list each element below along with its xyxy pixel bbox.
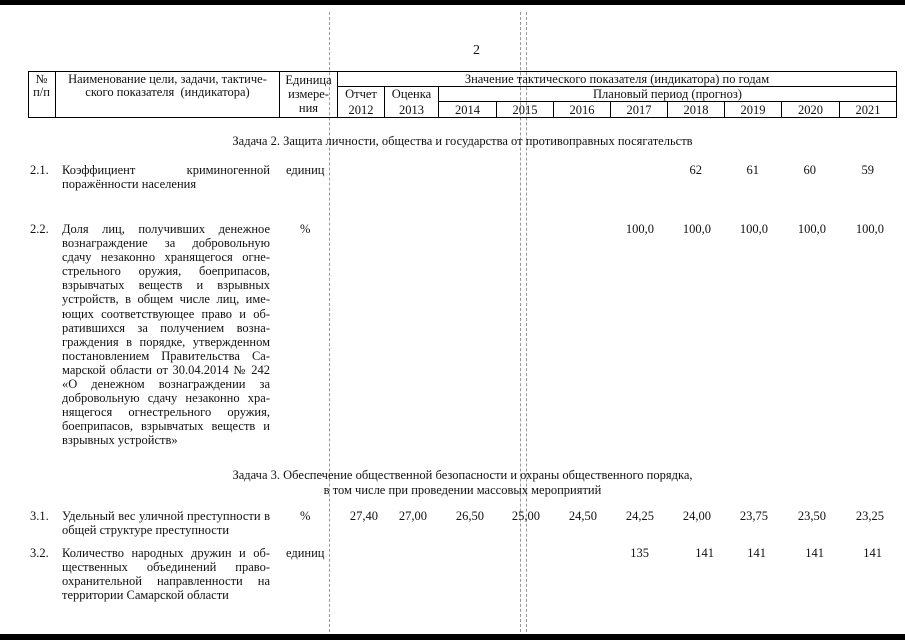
row-number: 3.1.	[30, 509, 49, 523]
year-2014: 2014	[455, 103, 480, 117]
value-2018: 100,0	[682, 222, 711, 236]
row-number: 3.2.	[30, 546, 49, 560]
year-2015: 2015	[512, 103, 538, 117]
year-2016: 2016	[569, 103, 595, 117]
value-2017: 24,25	[625, 509, 654, 523]
value-2014: 26,50	[455, 509, 484, 523]
unit-of-measure: единиц	[286, 163, 325, 177]
header-estimate: Оценка	[391, 87, 432, 101]
page-number: 2	[473, 43, 480, 58]
value-2020: 141	[805, 546, 824, 560]
value-2020: 60	[803, 163, 816, 177]
header-unit: Единица измере- ния	[285, 73, 332, 115]
row-number: 2.2.	[30, 222, 49, 236]
value-2019: 141	[747, 546, 766, 560]
year-2018: 2018	[683, 103, 709, 117]
task-3-title: Задача 3. Обеспечение общественной безопасности и охраны общественного порядка, в том числе при проведении массовых мероприятий	[232, 468, 693, 497]
value-2013: 27,00	[398, 509, 427, 523]
value-2020: 23,50	[797, 509, 826, 523]
value-2021: 141	[863, 546, 882, 560]
value-2016: 24,50	[568, 509, 597, 523]
value-2018: 62	[689, 163, 702, 177]
year-2017: 2017	[626, 103, 652, 117]
value-2018: 141	[695, 546, 714, 560]
value-2017: 100,0	[625, 222, 654, 236]
header-number: № п/п	[33, 72, 50, 99]
year-2013: 2013	[399, 103, 424, 117]
value-2021: 23,25	[855, 509, 884, 523]
indicator-name: Доля лиц, получивших денежное вознаграждение за добровольную сдачу незаконно хранящегося огне-стрельного оружия, боеприпасов, взрывчатых веществ и взрывных устройств, в общем числе лиц, име-ющих соответствующее право и об-ратившихся за получением возна-граждения в порядке, утвержденном постановлением Правительства Са-марской области от 30.04.2014 № 242 «О денежном вознаграждении за добровольную сдачу незаконно хра-нящегося огнестрельного оружия, боеприпасов, взрывчатых веществ и взрывных устройств»	[62, 222, 270, 448]
unit-of-measure: %	[300, 222, 311, 236]
value-2019: 23,75	[739, 509, 768, 523]
top-border	[0, 0, 905, 5]
value-2019: 100,0	[739, 222, 768, 236]
value-2021: 59	[861, 163, 874, 177]
header-plan-period: Плановый период (прогноз)	[593, 87, 742, 101]
year-2012: 2012	[348, 103, 374, 117]
year-2020: 2020	[798, 103, 823, 117]
unit-of-measure: %	[300, 509, 311, 523]
bottom-border	[0, 634, 905, 640]
value-2017: 135	[630, 546, 649, 560]
value-2015: 25,00	[511, 509, 540, 523]
task-2-title: Задача 2. Защита личности, общества и государства от противоправных посягательств	[232, 134, 693, 148]
value-2019: 61	[746, 163, 759, 177]
header-group-title: Значение тактического показателя (индикатора) по годам	[464, 72, 770, 86]
unit-of-measure: единиц	[286, 546, 325, 560]
header-report: Отчет	[345, 87, 377, 101]
value-2012: 27,40	[349, 509, 378, 523]
indicator-name: Количество народных дружин и об-щественных объединений право-охранительной направленности на территории Самарской области	[62, 546, 270, 603]
value-2020: 100,0	[797, 222, 826, 236]
indicator-name: Удельный вес уличной преступности в общей структуре преступности	[62, 509, 270, 538]
value-2018: 24,00	[682, 509, 711, 523]
header-name: Наименование цели, задачи, тактиче- ского показателя (индикатора)	[68, 72, 267, 99]
year-2021: 2021	[855, 103, 881, 117]
value-2021: 100,0	[855, 222, 884, 236]
year-2019: 2019	[740, 103, 766, 117]
indicator-name: Коэффициент криминогенной поражённости населения	[62, 163, 270, 192]
row-number: 2.1.	[30, 163, 49, 177]
